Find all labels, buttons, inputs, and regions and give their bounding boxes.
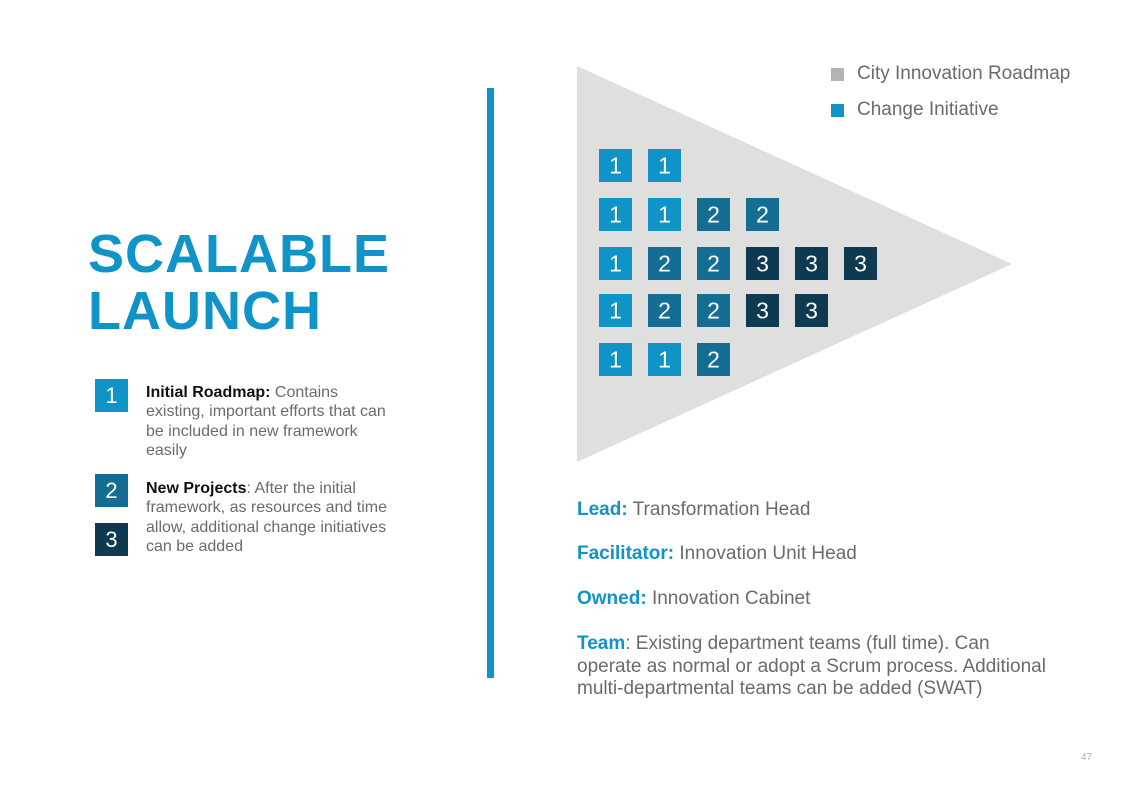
- grid-label-r5-c3: 2: [707, 346, 720, 373]
- grid-label-r1-c2: 1: [658, 152, 671, 179]
- legend-swatch-roadmap: [831, 68, 844, 81]
- grid-label-r3-c3: 2: [707, 250, 720, 277]
- grid-label-r2-c4: 2: [756, 201, 769, 228]
- title-line-2: LAUNCH: [88, 281, 322, 341]
- role-label-team: Team: [577, 633, 626, 654]
- key-box-additional: 3: [95, 523, 128, 556]
- role-label-owned: Owned:: [577, 588, 647, 609]
- grid-label-r4-c2: 2: [658, 297, 671, 324]
- legend-item-roadmap: [831, 63, 1070, 85]
- grid-label-r4-c5: 3: [805, 297, 818, 324]
- grid-label-r3-c4: 3: [756, 250, 769, 277]
- role-label-lead: Lead:: [577, 499, 628, 520]
- key-desc-new: : After the initial framework, as resources and time allow, additional change initiatives can be added: [146, 480, 387, 555]
- role-value-facilitator: Innovation Unit Head: [674, 543, 857, 564]
- role-facilitator: [577, 543, 1047, 566]
- roadmap-triangle: [577, 66, 1012, 462]
- role-owned: [577, 588, 1047, 611]
- grid-label-r3-c1: 1: [609, 250, 622, 277]
- title-line-1: SCALABLE: [88, 224, 390, 284]
- role-lead: [577, 499, 1047, 522]
- grid-label-r3-c5: 3: [805, 250, 818, 277]
- grid-label-r4-c1: 1: [609, 297, 622, 324]
- grid-label-r1-c1: 1: [609, 152, 622, 179]
- legend-label-change: Change Initiative: [857, 99, 999, 120]
- grid-label-r2-c1: 1: [609, 201, 622, 228]
- grid-label-r2-c3: 2: [707, 201, 720, 228]
- legend-label-roadmap: City Innovation Roadmap: [857, 63, 1071, 84]
- key-desc-initial: Contains existing, important efforts that can be included in new framework easily: [146, 384, 386, 459]
- grid-label-r4-c4: 3: [756, 297, 769, 324]
- key-label-new: New Projects: [146, 480, 247, 497]
- key-box-new: 2: [95, 474, 128, 507]
- role-label-facilitator: Facilitator:: [577, 543, 675, 564]
- page-number: 47: [1081, 752, 1093, 763]
- legend-swatch-change: [831, 104, 844, 117]
- role-value-owned: Innovation Cabinet: [646, 588, 811, 609]
- grid-label-r5-c2: 1: [658, 346, 671, 373]
- role-value-lead: Transformation Head: [627, 499, 811, 520]
- grid-label-r3-c6: 3: [854, 250, 867, 277]
- grid-label-r3-c2: 2: [658, 250, 671, 277]
- role-value-team: : Existing department teams (full time). Can operate as normal or adopt a Scrum process. Additional multi-departmental teams can be added (SWAT): [577, 633, 1046, 699]
- key-box-initial: 1: [95, 379, 128, 412]
- key-label-initial: Initial Roadmap:: [146, 384, 271, 401]
- legend-item-change: [831, 99, 999, 121]
- grid-label-r5-c1: 1: [609, 346, 622, 373]
- grid-label-r4-c3: 2: [707, 297, 720, 324]
- role-team: [577, 633, 1047, 701]
- grid-label-r2-c2: 1: [658, 201, 671, 228]
